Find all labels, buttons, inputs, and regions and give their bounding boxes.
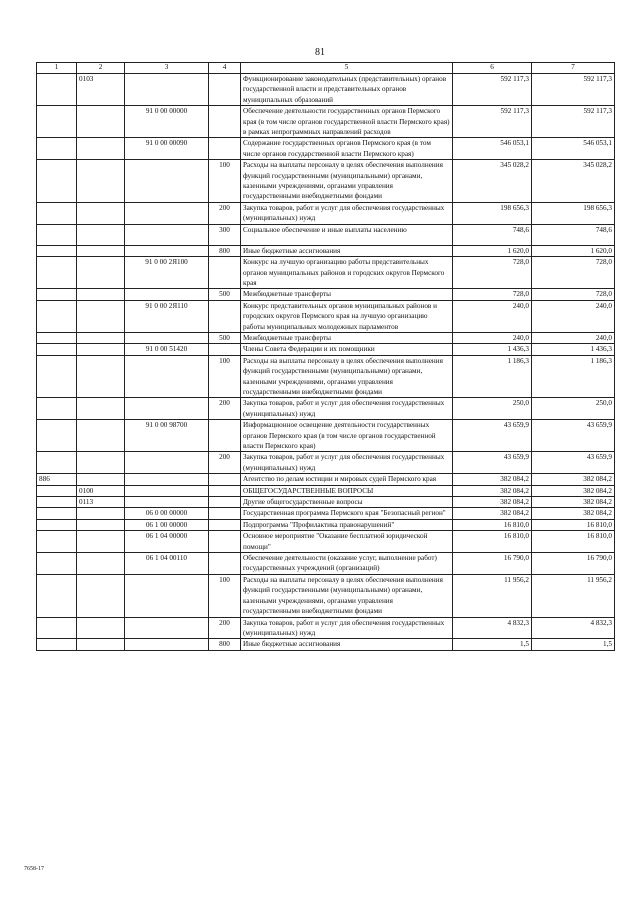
target-code-cell <box>125 224 209 245</box>
admin-code-cell <box>37 574 77 617</box>
amount-cell: 43 659,9 <box>532 452 615 474</box>
expense-type-cell: 800 <box>209 639 241 650</box>
amount-cell: 748,6 <box>532 224 615 245</box>
admin-code-cell <box>37 160 77 203</box>
item-name-cell: Социальное обеспечение и иные выплаты населению <box>241 224 453 245</box>
target-code-cell: 06 1 04 00110 <box>125 553 209 575</box>
table-row <box>37 508 615 519</box>
admin-code-cell <box>37 531 77 553</box>
amount-cell: 4 832,3 <box>453 617 532 639</box>
expense-type-cell: 200 <box>209 398 241 420</box>
section-code-cell <box>77 160 125 203</box>
item-name-cell: Межбюджетные трансферты <box>241 332 453 343</box>
admin-code-cell <box>37 74 77 106</box>
admin-code-cell <box>37 639 77 650</box>
amount-cell: 43 659,9 <box>453 420 532 452</box>
target-code-cell <box>125 160 209 203</box>
section-code-cell: 0100 <box>77 485 125 496</box>
table-row <box>37 245 615 256</box>
admin-code-cell <box>37 420 77 452</box>
section-code-cell <box>77 344 125 355</box>
section-code-cell <box>77 224 125 245</box>
admin-code-cell: 886 <box>37 474 77 485</box>
section-code-cell <box>77 617 125 639</box>
amount-cell: 546 053,1 <box>453 138 532 160</box>
table-row <box>37 639 615 650</box>
section-code-cell <box>77 289 125 300</box>
item-name-cell: Закупка товаров, работ и услуг для обеспечения государственных (муниципальных) нужд <box>241 202 453 224</box>
amount-cell: 240,0 <box>532 332 615 343</box>
amount-cell: 240,0 <box>532 300 615 332</box>
amount-cell: 16 810,0 <box>532 519 615 530</box>
section-code-cell <box>77 452 125 474</box>
table-row <box>37 617 615 639</box>
target-code-cell <box>125 574 209 617</box>
item-name-cell: Закупка товаров, работ и услуг для обеспечения государственных (муниципальных) нужд <box>241 452 453 474</box>
amount-cell: 250,0 <box>532 398 615 420</box>
amount-cell: 250,0 <box>453 398 532 420</box>
expense-type-cell <box>209 74 241 106</box>
item-name-cell: Конкурс на лучшую организацию работы представительных органов муниципальных районов и городских округов Пермского края <box>241 257 453 289</box>
expense-type-cell: 500 <box>209 289 241 300</box>
table-row <box>37 300 615 332</box>
target-code-cell <box>125 398 209 420</box>
target-code-cell <box>125 74 209 106</box>
table-row <box>37 160 615 203</box>
amount-cell: 198 656,3 <box>532 202 615 224</box>
target-code-cell <box>125 202 209 224</box>
table-body <box>37 74 615 651</box>
column-header: 7 <box>532 63 615 74</box>
section-code-cell <box>77 639 125 650</box>
item-name-cell: Закупка товаров, работ и услуг для обеспечения государственных (муниципальных) нужд <box>241 398 453 420</box>
item-name-cell: Обеспечение деятельности государственных органов Пермского края (в том числе органов государственной власти Пермского края) в рамках непрограммных направлений расходов <box>241 106 453 138</box>
section-code-cell: 0113 <box>77 497 125 508</box>
item-name-cell: Агентство по делам юстиции и мировых судей Пермского края <box>241 474 453 485</box>
section-code-cell: 0103 <box>77 74 125 106</box>
amount-cell: 592 117,3 <box>532 74 615 106</box>
table-row <box>37 355 615 398</box>
admin-code-cell <box>37 300 77 332</box>
item-name-cell: Межбюджетные трансферты <box>241 289 453 300</box>
amount-cell: 4 832,3 <box>532 617 615 639</box>
item-name-cell: Расходы на выплаты персоналу в целях обеспечения выполнения функций государственными (муниципальными) органами, казенными учреждениями, органами управления государственными внебюджетными фондами <box>241 160 453 203</box>
target-code-cell <box>125 639 209 650</box>
table-row <box>37 332 615 343</box>
column-header: 6 <box>453 63 532 74</box>
admin-code-cell <box>37 289 77 300</box>
amount-cell: 11 956,2 <box>453 574 532 617</box>
expense-type-cell <box>209 508 241 519</box>
expense-type-cell <box>209 420 241 452</box>
expense-type-cell: 200 <box>209 452 241 474</box>
target-code-cell: 06 0 00 00000 <box>125 508 209 519</box>
admin-code-cell <box>37 355 77 398</box>
amount-cell: 748,6 <box>453 224 532 245</box>
section-code-cell <box>77 245 125 256</box>
table-row <box>37 138 615 160</box>
target-code-cell <box>125 452 209 474</box>
amount-cell: 1 436,3 <box>453 344 532 355</box>
item-name-cell: Конкурс представительных органов муниципальных районов и городских округов Пермского края на лучшую организацию работы муниципальных молодежных парламентов <box>241 300 453 332</box>
section-code-cell <box>77 574 125 617</box>
amount-cell: 592 117,3 <box>453 106 532 138</box>
admin-code-cell <box>37 497 77 508</box>
expense-type-cell <box>209 485 241 496</box>
target-code-cell: 91 0 00 2Я100 <box>125 257 209 289</box>
expense-type-cell <box>209 531 241 553</box>
target-code-cell <box>125 332 209 343</box>
target-code-cell <box>125 485 209 496</box>
section-code-cell <box>77 519 125 530</box>
amount-cell: 345 028,2 <box>532 160 615 203</box>
admin-code-cell <box>37 257 77 289</box>
expense-type-cell <box>209 257 241 289</box>
table-row <box>37 398 615 420</box>
section-code-cell <box>77 398 125 420</box>
target-code-cell: 91 0 00 00000 <box>125 106 209 138</box>
amount-cell: 16 810,0 <box>453 531 532 553</box>
admin-code-cell <box>37 485 77 496</box>
amount-cell: 1 186,3 <box>532 355 615 398</box>
amount-cell: 240,0 <box>453 332 532 343</box>
section-code-cell <box>77 138 125 160</box>
amount-cell: 382 084,2 <box>532 508 615 519</box>
expense-type-cell <box>209 474 241 485</box>
column-header: 5 <box>241 63 453 74</box>
amount-cell: 16 790,0 <box>453 553 532 575</box>
item-name-cell: Иные бюджетные ассигнования <box>241 639 453 650</box>
admin-code-cell <box>37 344 77 355</box>
section-code-cell <box>77 355 125 398</box>
item-name-cell: Государственная программа Пермского края "Безопасный регион" <box>241 508 453 519</box>
item-name-cell: Расходы на выплаты персоналу в целях обеспечения выполнения функций государственными (муниципальными) органами, казенными учреждениями, органами управления государственными внебюджетными фондами <box>241 355 453 398</box>
table-row <box>37 474 615 485</box>
document-code: 7658-17 <box>24 866 44 872</box>
amount-cell: 240,0 <box>453 300 532 332</box>
amount-cell: 382 084,2 <box>453 497 532 508</box>
amount-cell: 16 790,0 <box>532 553 615 575</box>
section-code-cell <box>77 106 125 138</box>
admin-code-cell <box>37 224 77 245</box>
expense-type-cell: 200 <box>209 202 241 224</box>
table-row <box>37 106 615 138</box>
target-code-cell: 91 0 00 2Я110 <box>125 300 209 332</box>
item-name-cell: ОБЩЕГОСУДАРСТВЕННЫЕ ВОПРОСЫ <box>241 485 453 496</box>
expense-type-cell <box>209 497 241 508</box>
table-row <box>37 452 615 474</box>
amount-cell: 1 620,0 <box>532 245 615 256</box>
target-code-cell <box>125 355 209 398</box>
admin-code-cell <box>37 245 77 256</box>
item-name-cell: Члены Совета Федерации и их помощники <box>241 344 453 355</box>
expense-type-cell: 100 <box>209 574 241 617</box>
target-code-cell: 91 0 00 98700 <box>125 420 209 452</box>
column-header: 2 <box>77 63 125 74</box>
amount-cell: 11 956,2 <box>532 574 615 617</box>
section-code-cell <box>77 332 125 343</box>
admin-code-cell <box>37 452 77 474</box>
item-name-cell: Информационное освещение деятельности государственных органов Пермского края (в том числе органов государственной власти Пермского края) <box>241 420 453 452</box>
amount-cell: 1 186,3 <box>453 355 532 398</box>
table-header-row <box>37 63 615 74</box>
section-code-cell <box>77 300 125 332</box>
amount-cell: 592 117,3 <box>453 74 532 106</box>
table-row <box>37 74 615 106</box>
section-code-cell <box>77 553 125 575</box>
table-row <box>37 485 615 496</box>
amount-cell: 16 810,0 <box>453 519 532 530</box>
table-row <box>37 574 615 617</box>
item-name-cell: Другие общегосударственные вопросы <box>241 497 453 508</box>
amount-cell: 546 053,1 <box>532 138 615 160</box>
target-code-cell <box>125 617 209 639</box>
table-row <box>37 519 615 530</box>
column-header: 1 <box>37 63 77 74</box>
item-name-cell: Содержание государственных органов Пермского края (в том числе органов государственной власти Пермского края) <box>241 138 453 160</box>
expense-type-cell <box>209 553 241 575</box>
budget-table <box>36 62 615 651</box>
item-name-cell: Обеспечение деятельности (оказание услуг, выполнение работ) государственных учреждений (организаций) <box>241 553 453 575</box>
amount-cell: 382 084,2 <box>453 474 532 485</box>
expense-type-cell <box>209 106 241 138</box>
table-row <box>37 420 615 452</box>
expense-type-cell: 800 <box>209 245 241 256</box>
amount-cell: 1 436,3 <box>532 344 615 355</box>
expense-type-cell: 200 <box>209 617 241 639</box>
target-code-cell: 91 0 00 00090 <box>125 138 209 160</box>
table-row <box>37 497 615 508</box>
target-code-cell <box>125 474 209 485</box>
expense-type-cell <box>209 344 241 355</box>
item-name-cell: Функционирование законодательных (представительных) органов государственной власти и представительных органов муниципальных образований <box>241 74 453 106</box>
item-name-cell: Закупка товаров, работ и услуг для обеспечения государственных (муниципальных) нужд <box>241 617 453 639</box>
section-code-cell <box>77 202 125 224</box>
amount-cell: 1,5 <box>453 639 532 650</box>
admin-code-cell <box>37 202 77 224</box>
amount-cell: 728,0 <box>453 289 532 300</box>
item-name-cell: Подпрограмма "Профилактика правонарушений" <box>241 519 453 530</box>
expense-type-cell: 100 <box>209 355 241 398</box>
section-code-cell <box>77 508 125 519</box>
expense-type-cell <box>209 300 241 332</box>
target-code-cell <box>125 245 209 256</box>
admin-code-cell <box>37 138 77 160</box>
target-code-cell <box>125 289 209 300</box>
expense-type-cell: 500 <box>209 332 241 343</box>
amount-cell: 728,0 <box>453 257 532 289</box>
expense-type-cell <box>209 519 241 530</box>
table-row <box>37 344 615 355</box>
amount-cell: 728,0 <box>532 289 615 300</box>
admin-code-cell <box>37 508 77 519</box>
amount-cell: 382 084,2 <box>453 508 532 519</box>
column-header: 4 <box>209 63 241 74</box>
expense-type-cell <box>209 138 241 160</box>
section-code-cell <box>77 420 125 452</box>
item-name-cell: Иные бюджетные ассигнования <box>241 245 453 256</box>
amount-cell: 198 656,3 <box>453 202 532 224</box>
expense-type-cell: 300 <box>209 224 241 245</box>
amount-cell: 592 117,3 <box>532 106 615 138</box>
target-code-cell <box>125 497 209 508</box>
expense-type-cell: 100 <box>209 160 241 203</box>
amount-cell: 1,5 <box>532 639 615 650</box>
admin-code-cell <box>37 519 77 530</box>
admin-code-cell <box>37 553 77 575</box>
target-code-cell: 91 0 00 51420 <box>125 344 209 355</box>
table-row <box>37 224 615 245</box>
section-code-cell <box>77 531 125 553</box>
target-code-cell: 06 1 00 00000 <box>125 519 209 530</box>
item-name-cell: Расходы на выплаты персоналу в целях обеспечения выполнения функций государственными (муниципальными) органами, казенными учреждениями, органами управления государственными внебюджетными фондами <box>241 574 453 617</box>
amount-cell: 1 620,0 <box>453 245 532 256</box>
section-code-cell <box>77 257 125 289</box>
table-row <box>37 257 615 289</box>
column-header: 3 <box>125 63 209 74</box>
admin-code-cell <box>37 106 77 138</box>
amount-cell: 382 084,2 <box>453 485 532 496</box>
amount-cell: 43 659,9 <box>532 420 615 452</box>
amount-cell: 382 084,2 <box>532 485 615 496</box>
table-row <box>37 531 615 553</box>
admin-code-cell <box>37 398 77 420</box>
table-row <box>37 553 615 575</box>
amount-cell: 43 659,9 <box>453 452 532 474</box>
page-number: 81 <box>315 47 325 58</box>
admin-code-cell <box>37 617 77 639</box>
table-row <box>37 289 615 300</box>
amount-cell: 382 084,2 <box>532 497 615 508</box>
item-name-cell: Основное мероприятие "Оказание бесплатной юридической помощи" <box>241 531 453 553</box>
target-code-cell: 06 1 04 00000 <box>125 531 209 553</box>
section-code-cell <box>77 474 125 485</box>
amount-cell: 382 084,2 <box>532 474 615 485</box>
amount-cell: 16 810,0 <box>532 531 615 553</box>
amount-cell: 728,0 <box>532 257 615 289</box>
admin-code-cell <box>37 332 77 343</box>
table-row <box>37 202 615 224</box>
amount-cell: 345 028,2 <box>453 160 532 203</box>
